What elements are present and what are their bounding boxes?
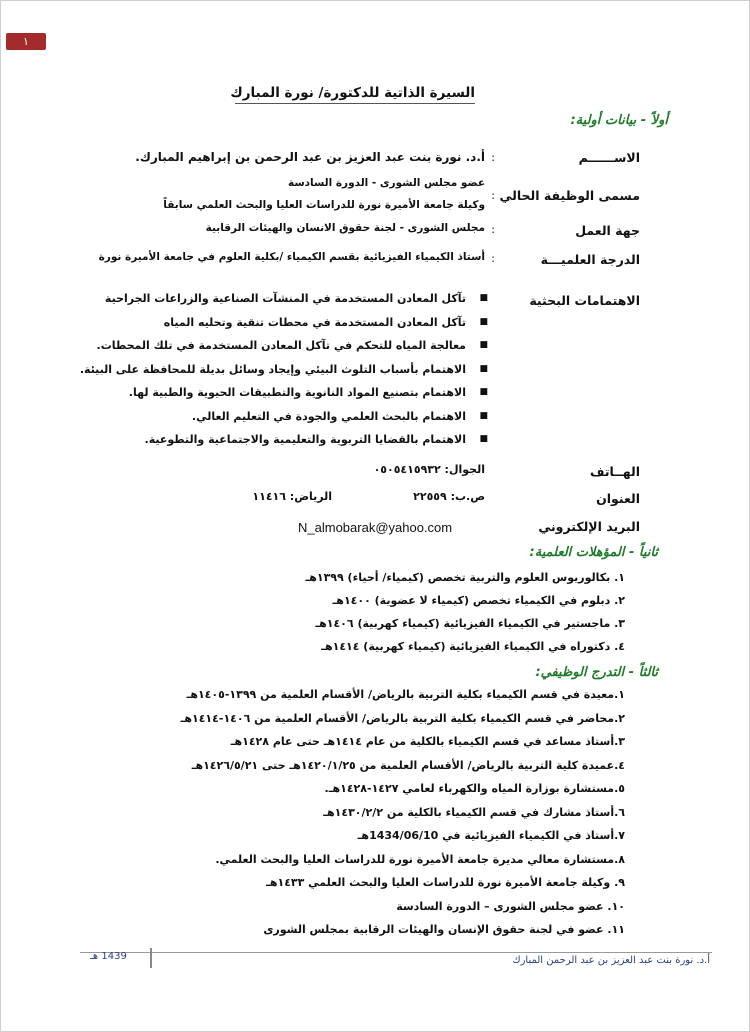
list-item: ١. بكالوريوس العلوم والتربية تخصص (كيمياء/ أحياء) ١٣٩٩هـ	[305, 571, 625, 584]
colon: :	[491, 189, 495, 202]
list-item: ■ الاهتمام بالبحث العلمي والجودة في التعليم العالي.	[191, 409, 488, 423]
career-list	[181, 688, 625, 947]
bullet-icon: ■	[479, 410, 488, 421]
list-item: ■ الاهتمام بالقضايا التربوية والتعليمية والاجتماعية والتطوعية.	[144, 433, 488, 446]
list-item: ٥.مستشارة بوزارة المياه والكهرباء لعامي ١٤٢٧-١٤٢٨هـ.	[324, 782, 625, 795]
job-value-2: وكيلة جامعة الأميرة نورة للدراسات العليا والبحث العلمي سابقاً	[163, 199, 485, 211]
phone-value: الجوال: ٠٥٠٥٤١٥٩٣٢	[373, 463, 485, 476]
list-item: ■ الاهتمام بأسباب التلوث البيئي وإيجاد وسائل بديلة للمحافظة على البيئة.	[79, 362, 488, 376]
address-city: الرياض: ١١٤١٦	[252, 490, 332, 503]
bullet-icon: ■	[479, 293, 488, 303]
address-label: العنوان	[596, 491, 640, 506]
list-item: ■ تآكل المعادن المستخدمة في المنشآت الصناعية والزراعات الجراحية	[104, 292, 488, 305]
section2-heading: ثانياً - المؤهلات العلمية:	[529, 545, 658, 560]
qualifications-list	[305, 571, 625, 663]
footer-separator	[150, 948, 152, 968]
degree-value: أستاذ الكيمياء الفيزيائية بقسم الكيمياء /بكلية العلوم في جامعة الأميرة نورة	[98, 251, 485, 263]
name-value: أ.د. نورة بنت عبد العزيز بن عبد الرحمن بن إبراهيم المبارك.	[135, 150, 485, 164]
colon: :	[491, 223, 495, 236]
list-item: ٣. ماجستير في الكيمياء الفيزيائية (كيمياء كهربية) ١٤٠٦هـ	[315, 617, 625, 630]
page-number-badge: ١	[6, 33, 46, 50]
list-item: ٢. دبلوم في الكيمياء تخصص (كيمياء لا عضوية) ١٤٠٠هـ	[332, 594, 625, 607]
email-label: البريد الإلكتروني	[538, 519, 640, 534]
list-item: ■ تآكل المعادن المستخدمة في محطات تنقية وتحليه المياه	[163, 315, 488, 329]
page-title: السيرة الذاتية للدكتورة/ نورة المبارك	[235, 85, 475, 104]
phone-label: الهــاتف	[589, 464, 640, 479]
colon: :	[491, 252, 495, 265]
section3-heading: ثالثاً - التدرج الوظيفي:	[535, 665, 658, 680]
list-item: ٣.أستاذ مساعد في قسم الكيمياء بالكلية من عام ١٤١٤هـ حتى عام ١٤٢٨هـ	[230, 735, 625, 748]
colon: :	[491, 151, 495, 164]
list-item: ٤. دكتوراه في الكيمياء الفيزيائية (كيمياء كهربية) ١٤١٤هـ	[321, 640, 625, 653]
footer-name: أ.د. نورة بنت عبد العزيز بن عبد الرحمن المبارك	[512, 955, 710, 966]
list-item: ٧.أستاذ في الكيمياء الفيزيائية في 1434/06/10هـ	[357, 829, 625, 842]
bullet-icon: ■	[479, 340, 488, 350]
work-value: مجلس الشورى - لجنة حقوق الانسان والهيئات الرقابية	[205, 222, 485, 234]
bullet-icon: ■	[479, 387, 488, 397]
work-label: جهة العمل	[575, 223, 640, 238]
degree-label: الدرجة العلميـــة	[540, 252, 640, 267]
list-item: ٤.عميدة كلية التربية بالرياض/ الأقسام العلمية من ١٤٢٠/١/٢٥هـ حتى ١٤٢٦/٥/٢١هـ	[191, 758, 625, 772]
list-item: ١.معيدة في قسم الكيمياء بكلية التربية بالرياض/ الأقسام العلمية من ١٣٩٩-١٤٠٥هـ	[186, 688, 625, 701]
list-item: ٨.مستشارة معالي مديرة جامعة الأميرة نورة للدراسات العليا والبحث العلمي.	[215, 852, 625, 866]
list-item: ١١. عضو في لجنة حقوق الإنسان والهيئات الرقابية بمجلس الشورى	[263, 923, 625, 936]
footer-divider	[152, 952, 712, 953]
email-link[interactable]: N_almobarak@yahoo.com	[298, 520, 453, 535]
list-item: ٢.محاضر في قسم الكيمياء بكلية التربية بالرياض/ الأقسام العلمية من ١٤٠٦-١٤١٤هـ	[180, 711, 625, 725]
section1-heading: أولاً - بيانات أولية:	[570, 113, 668, 128]
job-label: مسمى الوظيفة الحالي	[499, 188, 640, 203]
list-item: ■ الاهتمام بتصنيع المواد النانوية والتطبيقات الحيوية والطبية لها.	[128, 386, 488, 399]
name-label: الاســــــم	[578, 150, 640, 165]
list-item: ٩. وكيلة جامعة الأميرة نورة للدراسات العليا والبحث العلمي ١٤٣٣هـ	[266, 876, 625, 889]
job-value-1: عضو مجلس الشورى - الدورة السادسة	[287, 177, 485, 189]
bullet-icon: ■	[479, 363, 488, 374]
list-item: ١٠. عضو مجلس الشورى – الدورة السادسة	[396, 899, 625, 913]
bullet-icon: ■	[479, 434, 488, 444]
address-po: ص.ب: ٢٢٥٥٩	[413, 490, 485, 503]
list-item: ■ معالجة المياه للتحكم في تآكل المعادن المستخدمة في تلك المحطات.	[96, 339, 488, 352]
interests-list	[80, 292, 488, 457]
list-item: ٦.أستاذ مشارك في قسم الكيمياء بالكلية من ١٤٣٠/٢/٢هـ	[323, 805, 625, 819]
bullet-icon: ■	[479, 316, 488, 327]
interests-label: الاهتمامات البحثية	[529, 293, 640, 308]
footer-year: 1439 هـ	[90, 951, 127, 962]
